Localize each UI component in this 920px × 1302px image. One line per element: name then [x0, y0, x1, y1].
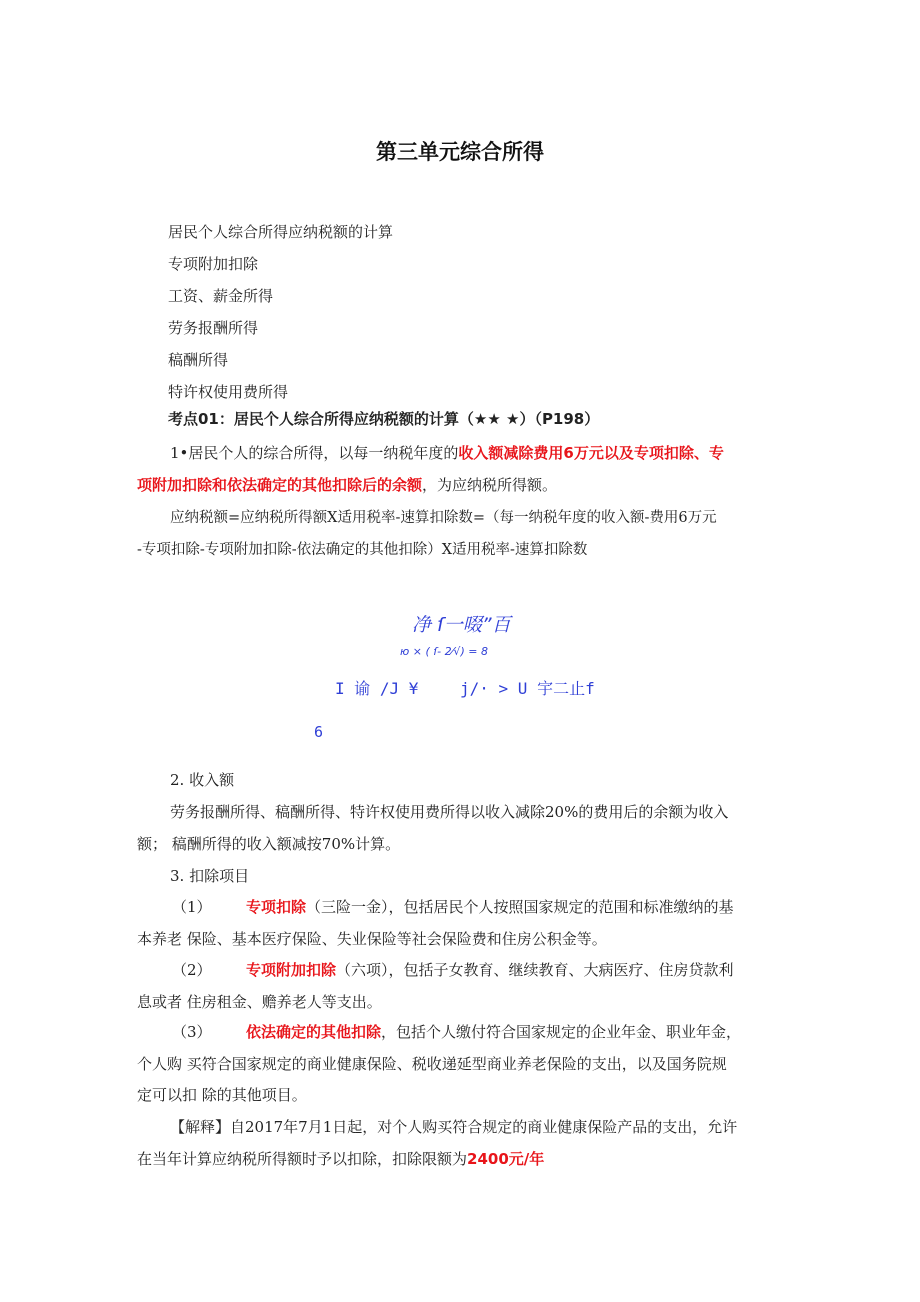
topic-item: 工资、薪金所得 [168, 287, 274, 305]
item-3-line-1 [246, 1016, 741, 1048]
item-2-line-2: 息或者 住房租金、赡养老人等支出。 [137, 993, 382, 1011]
emphasis-text: 2400元/年 [467, 1150, 545, 1168]
emphasis-text: 专项附加扣除 [246, 961, 337, 979]
section-3-heading: 3. 扣除项目 [170, 867, 250, 885]
topic-item: 特许权使用费所得 [168, 383, 289, 401]
section-2-line-1: 劳务报酬所得、稿酬所得、特许权使用费所得以收入减除20%的费用后的余额为收入 [170, 803, 729, 821]
item-2-line-1 [246, 954, 734, 986]
handwriting-line-3a: I 谕 /J ¥ [335, 679, 419, 698]
item-text: （三险一金），包括居民个人按照国家规定的范围和标准缴纳的基 [306, 898, 734, 916]
note-line-1: 【解释】自2017年7月1日起，对个人购买符合规定的商业健康保险产品的支出，允许 [170, 1118, 738, 1136]
paragraph-1-line-1 [170, 437, 724, 469]
item-2-number: （2） [172, 961, 212, 979]
handwriting-line-4: 6 [314, 723, 324, 741]
page-title: 第三单元综合所得 [376, 140, 544, 164]
exam-point-heading: 考点01：居民个人综合所得应纳税额的计算（★★ ★）（P198） [168, 410, 600, 428]
emphasis-text: 收入额减除费用6万元以及专项扣除、专 [458, 444, 724, 462]
emphasis-text: 依法确定的其他扣除 [246, 1023, 382, 1041]
topic-item: 专项附加扣除 [168, 255, 259, 273]
topic-item: 居民个人综合所得应纳税额的计算 [168, 223, 394, 241]
section-2-line-2: 额； 稿酬所得的收入额减按70%计算。 [137, 835, 401, 853]
note-line-2 [137, 1143, 544, 1175]
section-2-heading: 2. 收入额 [170, 771, 235, 789]
emphasis-text: 专项扣除 [246, 898, 307, 916]
formula-line-2: -专项扣除-专项附加扣除-依法确定的其他扣除）X适用税率-速算扣除数 [137, 542, 588, 558]
handwriting-line-2: ю × ( ſ- 2⁄√) = 8 [400, 645, 488, 658]
paragraph-text: ，为应纳税所得额。 [422, 476, 558, 494]
note-text: 在当年计算应纳税所得额时予以扣除，扣除限额为 [137, 1150, 468, 1168]
paragraph-text: 1•居民个人的综合所得，以每一纳税年度的 [170, 444, 459, 462]
topic-list [168, 216, 393, 408]
item-1-line-1 [246, 891, 734, 923]
item-3-line-2: 个人购 买符合国家规定的商业健康保险、税收递延型商业养老保险的支出，以及国务院规 [137, 1055, 727, 1073]
handwriting-line-3b: j/· > U 宇二止f [460, 679, 595, 698]
item-3-number: （3） [172, 1023, 212, 1041]
formula-line-1: 应纳税额=应纳税所得额X适用税率-速算扣除数=（每一纳税年度的收入额-费用6万元 [170, 510, 717, 526]
handwriting-line-1: 净 ſ一啜”百 [412, 614, 511, 636]
paragraph-1-line-2 [137, 469, 557, 501]
topic-item: 稿酬所得 [168, 351, 229, 369]
item-1-number: （1） [172, 898, 212, 916]
item-1-line-2: 本养老 保险、基本医疗保险、失业保险等社会保险费和住房公积金等。 [137, 930, 607, 948]
topic-item: 劳务报酬所得 [168, 319, 259, 337]
item-3-line-3: 定可以扣 除的其他项目。 [137, 1086, 307, 1104]
emphasis-text: 项附加扣除和依法确定的其他扣除后的余额 [137, 476, 423, 494]
item-text: （六项），包括子女教育、继续教育、大病医疗、住房贷款利 [336, 961, 734, 979]
item-text: ，包括个人缴付符合国家规定的企业年金、职业年金， [381, 1023, 742, 1041]
